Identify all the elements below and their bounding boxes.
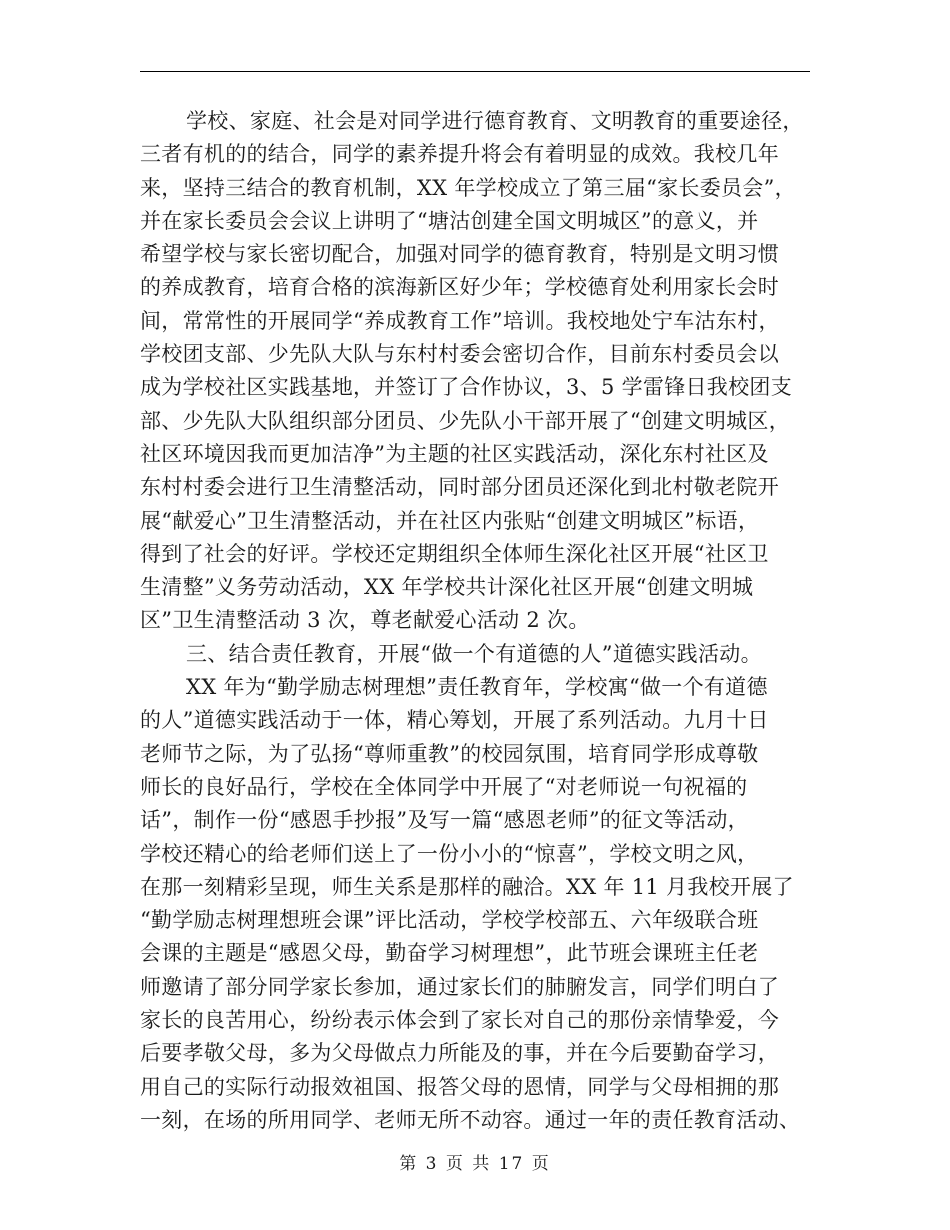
paragraph-line: 东村村委会进行卫生清整活动，同时部分团员还深化到北村敬老院开 [140,475,779,500]
paragraph-line: XX 年为“勤学励志树理想”责任教育年，学校寓“做一个有道德 [186,675,768,700]
paragraph-line: 来，坚持三结合的教育机制，XX 年学校成立了第三届“家长委员会”， [140,175,796,200]
paragraph-line: 老师节之际，为了弘扬“尊师重教”的校园氛围，培育同学形成尊敬 [140,741,759,766]
header-rule [140,71,810,72]
paragraph-line: 师长的良好品行，学校在全体同学中开展了“对老师说一句祝福的 [140,774,748,799]
paragraph-line: 生清整”义务劳动活动，XX 年学校共计深化社区开展“创建文明城 [140,575,754,600]
paragraph-line: 的人”道德实践活动于一体，精心筹划，开展了系列活动。九月十日 [140,708,769,733]
paragraph-line: 一刻，在场的所用同学、老师无所不动容。通过一年的责任教育活动、 [140,1107,801,1132]
paragraph-line: 区”卫生清整活动 3 次，尊老献爱心活动 2 次。 [140,608,590,633]
paragraph-line: 展“献爱心”卫生清整活动，并在社区内张贴“创建文明城区”标语， [140,508,760,533]
paragraph-line: 家长的良苦用心，纷纷表示体会到了家长对自己的那份亲情挚爱，今 [140,1008,779,1033]
paragraph-line: 学校、家庭、社会是对同学进行德育教育、文明教育的重要途径， [186,109,804,133]
paragraph-line: 用自己的实际行动报效祖国、报答父母的恩情，同学与父母相拥的那 [140,1074,779,1099]
paragraph-line: “勤学励志树理想班会课”评比活动，学校学校部五、六年级联合班 [140,908,759,933]
paragraph-line: 并在家长委员会会议上讲明了“塘沽创建全国文明城区”的意义，并 [140,208,759,233]
paragraph-line: 的养成教育，培育合格的滨海新区好少年；学校德育处利用家长会时 [140,275,779,300]
page-number-footer: 第 3 页 共 17 页 [399,1154,551,1174]
paragraph-line: 部、少先队大队组织部分团员、少先队小干部开展了“创建文明城区， [140,408,791,433]
paragraph-line: 希望学校与家长密切配合，加强对同学的德育教育，特别是文明习惯 [140,242,779,267]
paragraph-line: 会课的主题是“感恩父母，勤奋学习树理想”，此节班会课班主任老 [140,941,759,966]
paragraph-line: 师邀请了部分同学家长参加，通过家长们的肺腑发言，同学们明白了 [140,974,779,999]
paragraph-line: 学校团支部、少先队大队与东村村委会密切合作，目前东村委员会以 [140,342,779,367]
paragraph-line: 间，常常性的开展同学“养成教育工作”培训。我校地处宁车沽东村， [140,308,780,333]
paragraph-line: 三者有机的的结合，同学的素养提升将会有着明显的成效。我校几年 [140,142,779,167]
paragraph-line: 成为学校社区实践基地，并签订了合作协议，3、5 学雷锋日我校团支 [140,375,792,400]
paragraph-line: 话”，制作一份“感恩手抄报”及写一篇“感恩老师”的征文等活动， [140,808,749,833]
section-heading: 三、结合责任教育，开展“做一个有道德的人”道德实践活动。 [186,641,762,666]
paragraph-line: 社区环境因我而更加洁净”为主题的社区实践活动，深化东村社区及 [140,441,769,466]
paragraph-line: 得到了社会的好评。学校还定期组织全体师生深化社区开展“社区卫 [140,541,769,566]
body-text [140,105,810,1137]
paragraph-line: 在那一刻精彩呈现，师生关系是那样的融洽。XX 年 11 月我校开展了 [140,874,794,899]
paragraph-line: 学校还精心的给老师们送上了一份小小的“惊喜”，学校文明之风， [140,841,759,866]
paragraph-line: 后要孝敬父母，多为父母做点力所能及的事，并在今后要勤奋学习， [140,1041,779,1066]
